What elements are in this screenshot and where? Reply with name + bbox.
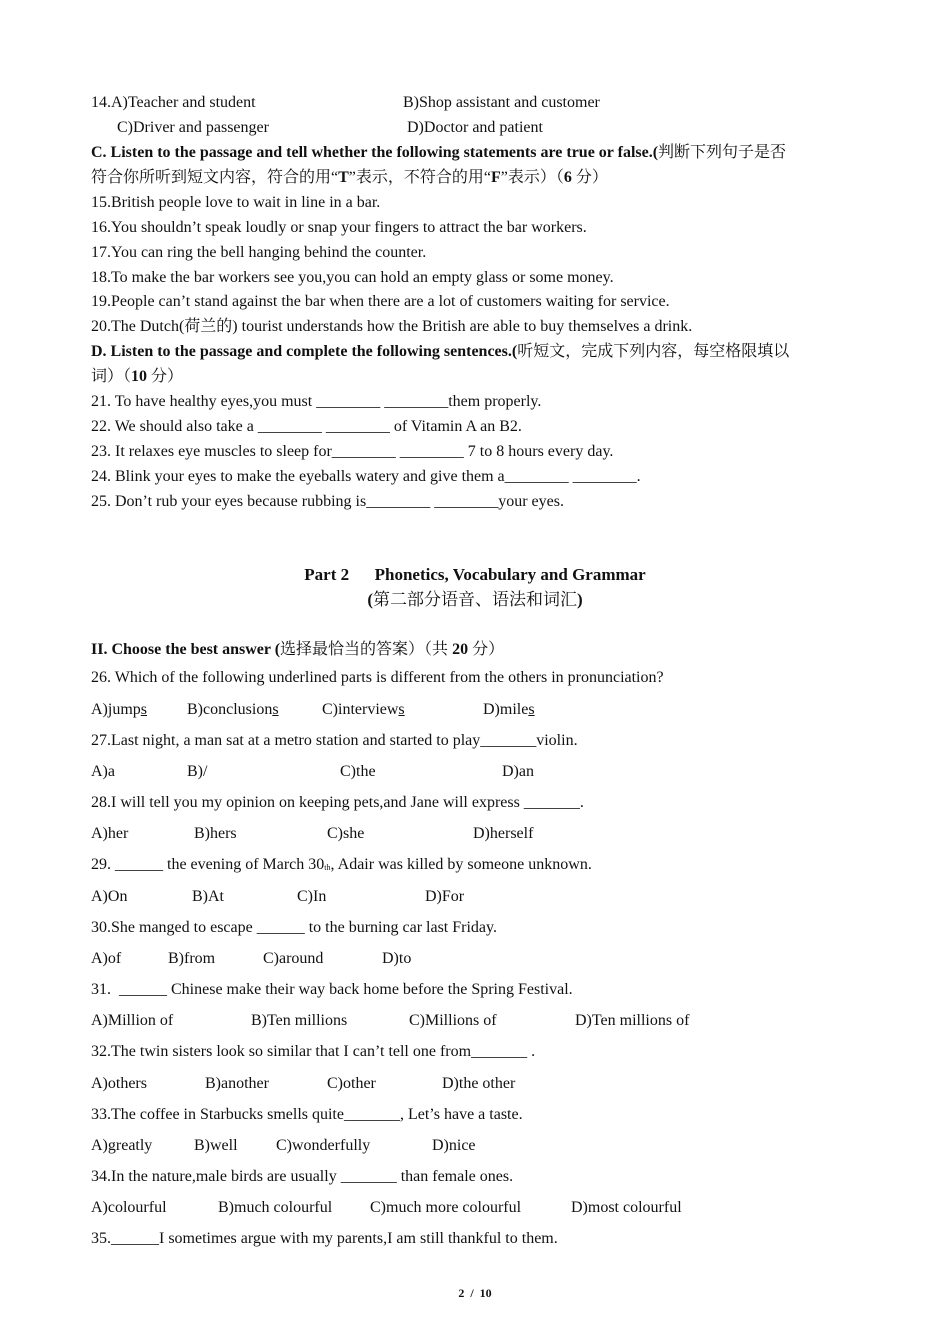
q34-option-d: D)most colourful — [571, 1199, 682, 1216]
q29-option-b: B)At — [192, 888, 224, 905]
q30-options — [91, 949, 791, 969]
section-d-heading-cn: 听短文，完成下列内容，每空格限填以 — [517, 343, 790, 360]
question-28: 28.I will tell you my opinion on keeping pets,and Jane will express _______. — [91, 794, 584, 811]
q28-option-b: B)hers — [194, 825, 237, 842]
section-d-text-a: 词）（ — [91, 368, 132, 385]
q28-option-a: A)her — [91, 825, 129, 842]
q31-options — [91, 1011, 791, 1031]
q14-row-1 — [91, 93, 600, 113]
page-number: 2 / 10 — [458, 1286, 492, 1300]
question-15: 15.British people love to wait in line in a bar. — [91, 194, 381, 211]
section-ii-heading-en: II. Choose the best answer ( — [91, 641, 281, 658]
q32-option-b: B)another — [205, 1075, 269, 1092]
q30-option-c: C)around — [263, 950, 324, 967]
q33-option-d: D)nice — [432, 1137, 476, 1154]
question-19: 19.People can’t stand against the bar when there are a lot of customers waiting for service. — [91, 293, 670, 310]
q27-options — [91, 762, 791, 782]
section-ii-heading-cn: 选择最恰当的答案）（共 — [280, 641, 453, 658]
question-26: 26. Which of the following underlined parts is different from the others in pronunciation? — [91, 669, 664, 686]
question-35: 35.______I sometimes argue with my parents,I am still thankful to them. — [91, 1230, 558, 1247]
q29-stem-end: , Adair was killed by someone unknown. — [330, 856, 592, 873]
q27-option-c: C)the — [340, 763, 376, 780]
q31-option-b: B)Ten millions — [251, 1012, 348, 1029]
q26-options — [91, 700, 791, 720]
q26-option-d — [483, 700, 535, 720]
q26-b-underlined: s — [272, 701, 279, 718]
q30-option-d: D)to — [382, 950, 412, 967]
q26-option-b — [187, 700, 279, 720]
part-2-subtitle-open: ( — [367, 590, 373, 609]
q33-options — [91, 1136, 791, 1156]
q27-option-a: A)a — [91, 763, 115, 780]
part-2-title: Part 2 Phonetics, Vocabulary and Grammar — [304, 565, 646, 584]
question-21: 21. To have healthy eyes,you must ________ ________them properly. — [91, 393, 542, 410]
q14-option-d: D)Doctor and patient — [407, 119, 543, 136]
q32-option-c: C)other — [327, 1075, 376, 1092]
q31-option-c: C)Millions of — [409, 1012, 497, 1029]
q26-d-text: D)mile — [483, 701, 529, 718]
section-c-text-b: ”表示，不符合的用“ — [348, 169, 491, 186]
part-2-subtitle-close: ) — [577, 590, 583, 609]
section-d-heading-en: D. Listen to the passage and complete the following sentences.( — [91, 343, 518, 360]
q32-option-a: A)others — [91, 1075, 147, 1092]
section-c-heading-en: C. Listen to the passage and tell whether the following statements are true or false.( — [91, 144, 659, 161]
q32-options — [91, 1074, 791, 1094]
q29-option-d: D)For — [425, 888, 465, 905]
q14-option-a: 14.A)Teacher and student — [91, 94, 256, 111]
section-d-text-b: 分） — [147, 368, 184, 385]
q28-option-c: C)she — [327, 825, 365, 842]
q29-options — [91, 887, 791, 907]
question-16: 16.You shouldn’t speak loudly or snap your fingers to attract the bar workers. — [91, 219, 587, 236]
question-22: 22. We should also take a ________ ________ of Vitamin A an B2. — [91, 418, 522, 435]
q29-ordinal: th — [324, 863, 331, 872]
q26-option-a — [91, 700, 147, 720]
q26-c-text: C)interview — [322, 701, 399, 718]
q14-option-c: C)Driver and passenger — [117, 119, 269, 136]
q26-c-underlined: s — [398, 701, 405, 718]
q29-option-c: C)In — [297, 888, 327, 905]
question-31: 31. ______ Chinese make their way back home before the Spring Festival. — [91, 981, 573, 998]
section-c-text-c: ”表示）（ — [500, 169, 564, 186]
section-ii-heading — [91, 640, 504, 660]
question-29 — [91, 855, 592, 878]
section-c-heading-cn: 判断下列句子是否 — [658, 144, 787, 161]
section-c-heading — [91, 143, 786, 163]
q28-option-d: D)herself — [473, 825, 534, 842]
section-d-heading — [91, 342, 789, 362]
q30-option-b: B)from — [168, 950, 216, 967]
section-c-f: F — [491, 169, 501, 186]
part-2-subtitle — [0, 589, 950, 611]
q33-option-a: A)greatly — [91, 1137, 153, 1154]
q34-option-c: C)much more colourful — [370, 1199, 522, 1216]
q14-option-b: B)Shop assistant and customer — [403, 94, 600, 111]
question-27: 27.Last night, a man sat at a metro station and started to play_______violin. — [91, 732, 578, 749]
q26-a-underlined: s — [140, 701, 148, 718]
q27-option-d: D)an — [502, 763, 534, 780]
section-ii-heading-end: 分） — [468, 641, 505, 658]
question-17: 17.You can ring the bell hanging behind the counter. — [91, 244, 427, 261]
q34-options — [91, 1198, 791, 1218]
q30-option-a: A)of — [91, 950, 122, 967]
section-c-score: 6 — [563, 169, 572, 186]
q31-option-d: D)Ten millions of — [575, 1012, 690, 1029]
q26-d-underlined: s — [528, 701, 535, 718]
question-25: 25. Don’t rub your eyes because rubbing is________ ________your eyes. — [91, 493, 564, 510]
question-23: 23. It relaxes eye muscles to sleep for________ ________ 7 to 8 hours every day. — [91, 443, 614, 460]
q27-option-b: B)/ — [187, 763, 208, 780]
section-ii-score: 20 — [452, 641, 469, 658]
q34-option-b: B)much colourful — [218, 1199, 333, 1216]
question-24: 24. Blink your eyes to make the eyeballs watery and give them a________ ________. — [91, 468, 641, 485]
question-18: 18.To make the bar workers see you,you can hold an empty glass or some money. — [91, 269, 614, 286]
q26-b-text: B)conclusion — [187, 701, 273, 718]
section-d-score: 10 — [131, 368, 148, 385]
question-34: 34.In the nature,male birds are usually _______ than female ones. — [91, 1168, 514, 1185]
question-33: 33.The coffee in Starbucks smells quite_______, Let’s have a taste. — [91, 1106, 523, 1123]
question-32: 32.The twin sisters look so similar that I can’t tell one from_______ . — [91, 1043, 536, 1060]
question-20: 20.The Dutch(荷兰的) tourist understands how the British are able to buy themselves a drink. — [91, 318, 693, 335]
q28-options — [91, 824, 791, 844]
section-d-heading-line2 — [91, 367, 183, 387]
q29-stem-start: 29. ______ the evening of March 30 — [91, 856, 325, 873]
part-2-subtitle-cn: 第二部分语音、语法和词汇 — [373, 590, 577, 609]
q26-option-c — [322, 700, 405, 720]
q32-option-d: D)the other — [442, 1075, 516, 1092]
section-c-text-a: 符合你所听到短文内容，符合的用“ — [91, 169, 339, 186]
section-c-text-d: 分） — [571, 169, 608, 186]
question-30: 30.She manged to escape ______ to the burning car last Friday. — [91, 919, 497, 936]
q29-option-a: A)On — [91, 888, 128, 905]
section-c-t: T — [338, 169, 349, 186]
q26-a-text: A)jump — [91, 701, 141, 718]
section-c-heading-line2 — [91, 168, 608, 188]
q31-option-a: A)Million of — [91, 1012, 174, 1029]
q34-option-a: A)colourful — [91, 1199, 167, 1216]
q33-option-b: B)well — [194, 1137, 238, 1154]
q33-option-c: C)wonderfully — [276, 1137, 371, 1154]
